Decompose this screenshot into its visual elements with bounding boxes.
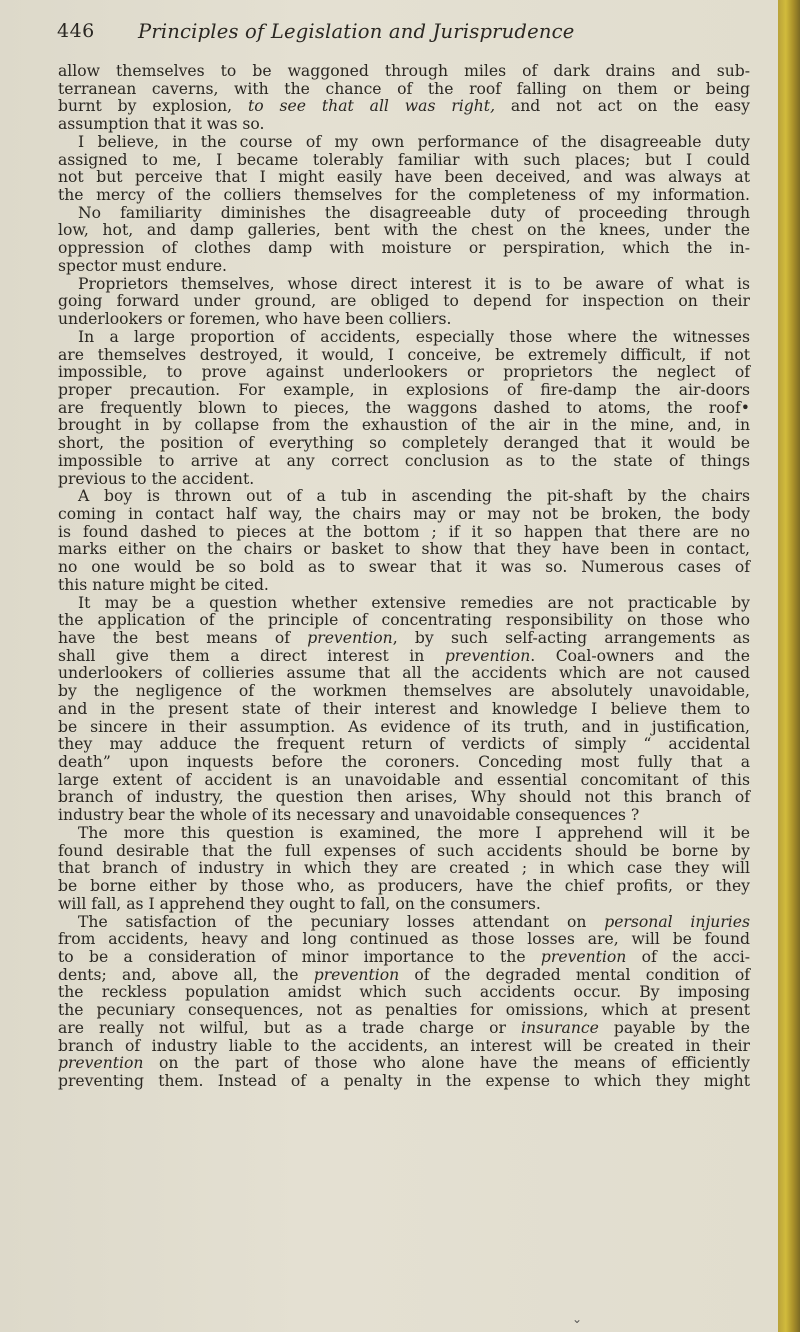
text-line: large extent of accident is an unavoidable and essential concomitant of this (58, 770, 750, 789)
text-line: branch of industry liable to the accidents, an interest will be created in their (58, 1036, 750, 1055)
text-line: preventing them. Instead of a penalty in the expense to which they might (58, 1071, 750, 1090)
text-line: spector must endure. (58, 256, 228, 275)
text-line: oppression of clothes damp with moisture or perspiration, which the in- (58, 239, 750, 258)
text-line: will fall, as I apprehend they ought to fall, on the consumers. (58, 894, 541, 913)
text-line: A boy is thrown out of a tub in ascending the pit-shaft by the chairs (78, 487, 750, 506)
text-line: prevention on the part of those who alone have the means of efficiently (58, 1054, 750, 1073)
text-line: terranean caverns, with the chance of the roof falling on them or being (58, 79, 750, 98)
text-line: No familiarity diminishes the disagreeable duty of proceeding through (78, 203, 750, 222)
text-line: the mercy of the colliers themselves for the completeness of my information. (58, 186, 750, 205)
text-line: to be a consideration of minor importance to the prevention of the acci- (58, 947, 750, 966)
text-line: underlookers of collieries assume that all the accidents which are not caused (58, 664, 750, 683)
text-line: are themselves destroyed, it would, I conceive, be extremely difficult, if not (58, 345, 750, 364)
text-line: and in the present state of their interest and knowledge I believe them to (58, 699, 750, 718)
text-line: dents; and, above all, the prevention of the degraded mental condition of (58, 965, 750, 984)
text-line: impossible to arrive at any correct conclusion as to the state of things (58, 451, 750, 470)
text-line: this nature might be cited. (58, 575, 269, 594)
print-mark: ⌄ (572, 1312, 583, 1326)
text-line: low, hot, and damp galleries, bent with the chest on the knees, under the (58, 221, 750, 240)
text-line: It may be a question whether extensive remedies are not practicable by (78, 593, 750, 612)
text-line: underlookers or foremen, who have been colliers. (58, 310, 452, 329)
text-line: not but perceive that I might easily have been deceived, and was always at (58, 168, 750, 187)
text-line: is found dashed to pieces at the bottom ; if it so happen that there are no (58, 522, 750, 541)
text-line: The satisfaction of the pecuniary losses attendant on personal injuries (78, 912, 750, 931)
text-line: burnt by explosion, to see that all was right, and not act on the easy (58, 97, 750, 116)
page-number: 446 (57, 20, 95, 42)
text-line: marks either on the chairs or basket to show that they have been in contact, (58, 540, 750, 559)
text-line: Proprietors themselves, whose direct interest it is to be aware of what is (78, 274, 750, 293)
text-line: are really not wilful, but as a trade charge or insurance payable by the (58, 1018, 750, 1037)
text-line: that branch of industry in which they are created ; in which case they will (58, 859, 750, 878)
text-line: The more this question is examined, the more I apprehend will it be (78, 823, 750, 842)
text-line: be sincere in their assumption. As evidence of its truth, and in justification, (58, 717, 750, 736)
text-line: no one would be so bold as to swear that it was so. Numerous cases of (58, 558, 750, 577)
text-line: I believe, in the course of my own performance of the disagreeable duty (78, 132, 750, 151)
text-line: previous to the accident. (58, 469, 255, 488)
text-line: short, the position of everything so completely deranged that it would be (58, 434, 750, 453)
page-header (0, 20, 778, 50)
text-line: be borne either by those who, as producers, have the chief profits, or they (58, 877, 750, 896)
text-line: impossible, to prove against underlookers or proprietors the neglect of (58, 363, 750, 382)
text-line: industry bear the whole of its necessary and unavoidable consequences ? (58, 806, 640, 825)
body-text (58, 63, 750, 1091)
text-line: brought in by collapse from the exhaustion of the air in the mine, and, in (58, 416, 750, 435)
text-line: are frequently blown to pieces, the waggons dashed to atoms, the roof• (58, 398, 750, 417)
text-line: In a large proportion of accidents, especially those where the witnesses (78, 327, 750, 346)
text-line: going forward under ground, are obliged to depend for inspection on their (58, 292, 750, 311)
text-line: branch of industry, the question then arises, Why should not this branch of (58, 788, 750, 807)
text-line: assigned to me, I became tolerably familiar with such places; but I could (58, 150, 750, 169)
text-line: from accidents, heavy and long continued as those losses are, will be found (58, 930, 750, 949)
text-line: assumption that it was so. (58, 115, 265, 134)
text-line: the pecuniary consequences, not as penalties for omissions, which at present (58, 1001, 750, 1020)
text-line: coming in contact half way, the chairs may or may not be broken, the body (58, 504, 750, 523)
page-edge (778, 0, 800, 1332)
running-title: Principles of Legislation and Jurisprudence (138, 20, 575, 43)
text-line: they may adduce the frequent return of verdicts of simply “ accidental (58, 735, 750, 754)
text-line: the application of the principle of concentrating responsibility on those who (58, 611, 750, 630)
text-line: proper precaution. For example, in explosions of fire-damp the air-doors (58, 380, 750, 399)
text-line: death” upon inquests before the coroners. Conceding most fully that a (58, 753, 750, 772)
text-line: allow themselves to be waggoned through miles of dark drains and sub- (58, 62, 750, 80)
text-line: found desirable that the full expenses of such accidents should be borne by (58, 841, 750, 860)
text-line: by the negligence of the workmen themselves are absolutely unavoidable, (58, 682, 750, 701)
text-line: shall give them a direct interest in prevention. Coal-owners and the (58, 646, 750, 665)
text-line: have the best means of prevention, by such self-acting arrangements as (58, 629, 751, 647)
text-line: the reckless population amidst which such accidents occur. By imposing (58, 983, 750, 1002)
